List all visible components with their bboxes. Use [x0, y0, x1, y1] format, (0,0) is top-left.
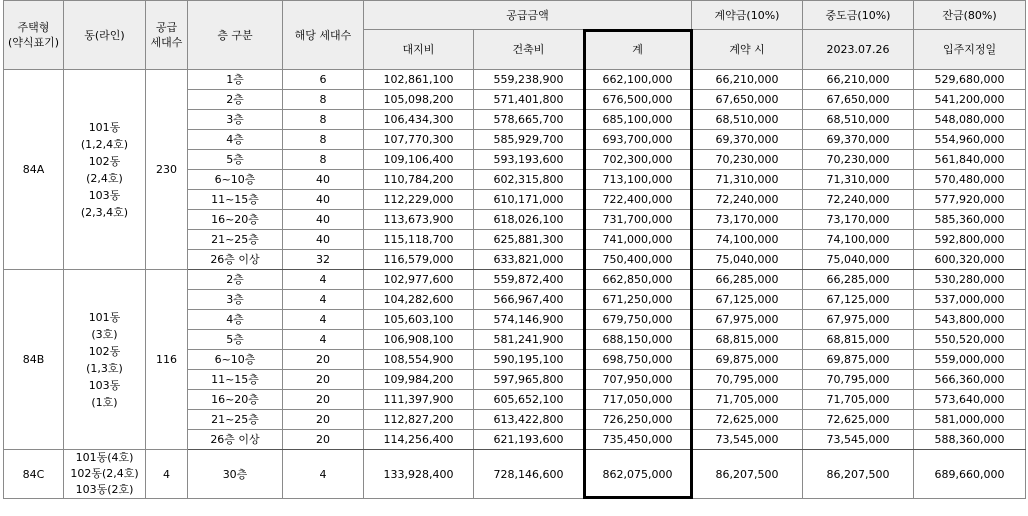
building-cost-cell: 574,146,900	[474, 310, 584, 330]
interim-cell: 71,310,000	[803, 170, 914, 190]
interim-cell: 75,040,000	[803, 250, 914, 270]
total-cell: 862,075,000	[584, 450, 692, 499]
building-lines-cell	[64, 70, 146, 270]
total-cell: 722,400,000	[584, 190, 692, 210]
header-land: 대지비	[364, 30, 474, 70]
header-housing-type-line2: (약식표기)	[7, 36, 60, 49]
header-deposit-timing: 계약 시	[692, 30, 803, 70]
supply-units-cell: 4	[146, 450, 188, 499]
header-supply-units-line2: 세대수	[150, 36, 183, 49]
header-supply-units-line1: 공급	[155, 21, 178, 34]
units-cell: 4	[283, 330, 364, 350]
building-line: (1호)	[91, 395, 118, 409]
land-cost-cell: 113,673,900	[364, 210, 474, 230]
deposit-cell: 67,125,000	[692, 290, 803, 310]
balance-cell: 577,920,000	[914, 190, 1026, 210]
units-cell: 40	[283, 190, 364, 210]
balance-cell: 566,360,000	[914, 370, 1026, 390]
units-cell: 8	[283, 90, 364, 110]
land-cost-cell: 109,106,400	[364, 150, 474, 170]
header-floor: 층 구분	[188, 1, 283, 70]
units-cell: 20	[283, 370, 364, 390]
header-supply-units	[146, 1, 188, 70]
supply-units-cell: 230	[146, 70, 188, 270]
total-cell: 726,250,000	[584, 410, 692, 430]
floor-cell: 30층	[188, 450, 283, 499]
balance-cell: 541,200,000	[914, 90, 1026, 110]
header-housing-type	[4, 1, 64, 70]
land-cost-cell: 102,977,600	[364, 270, 474, 290]
total-cell: 750,400,000	[584, 250, 692, 270]
balance-cell: 537,000,000	[914, 290, 1026, 310]
header-supply-amount: 공급금액	[364, 1, 692, 30]
floor-cell: 2층	[188, 270, 283, 290]
deposit-cell: 67,650,000	[692, 90, 803, 110]
land-cost-cell: 112,229,000	[364, 190, 474, 210]
land-cost-cell: 104,282,600	[364, 290, 474, 310]
land-cost-cell: 110,784,200	[364, 170, 474, 190]
units-cell: 8	[283, 110, 364, 130]
land-cost-cell: 105,098,200	[364, 90, 474, 110]
units-cell: 6	[283, 70, 364, 90]
balance-cell: 570,480,000	[914, 170, 1026, 190]
interim-cell: 67,975,000	[803, 310, 914, 330]
supply-price-table	[3, 0, 1026, 499]
deposit-cell: 68,815,000	[692, 330, 803, 350]
land-cost-cell: 106,434,300	[364, 110, 474, 130]
interim-cell: 74,100,000	[803, 230, 914, 250]
floor-cell: 16~20층	[188, 210, 283, 230]
table-row	[4, 450, 1026, 499]
balance-cell: 689,660,000	[914, 450, 1026, 499]
interim-cell: 71,705,000	[803, 390, 914, 410]
housing-type-cell: 84C	[4, 450, 64, 499]
units-cell: 40	[283, 230, 364, 250]
building-line: 101동	[88, 310, 121, 324]
building-line: (1,3호)	[86, 361, 123, 375]
building-cost-cell: 633,821,000	[474, 250, 584, 270]
interim-cell: 73,545,000	[803, 430, 914, 450]
floor-cell: 4층	[188, 310, 283, 330]
header-building-cost: 건축비	[474, 30, 584, 70]
floor-cell: 11~15층	[188, 370, 283, 390]
total-cell: 676,500,000	[584, 90, 692, 110]
land-cost-cell: 108,554,900	[364, 350, 474, 370]
interim-cell: 66,285,000	[803, 270, 914, 290]
land-cost-cell: 116,579,000	[364, 250, 474, 270]
floor-cell: 6~10층	[188, 170, 283, 190]
units-cell: 40	[283, 170, 364, 190]
balance-cell: 573,640,000	[914, 390, 1026, 410]
land-cost-cell: 133,928,400	[364, 450, 474, 499]
building-cost-cell: 613,422,800	[474, 410, 584, 430]
units-cell: 4	[283, 310, 364, 330]
header-units: 해당 세대수	[283, 1, 364, 70]
header-deposit: 계약금(10%)	[692, 1, 803, 30]
total-cell: 713,100,000	[584, 170, 692, 190]
balance-cell: 548,080,000	[914, 110, 1026, 130]
units-cell: 8	[283, 130, 364, 150]
total-cell: 741,000,000	[584, 230, 692, 250]
deposit-cell: 73,170,000	[692, 210, 803, 230]
building-line: (1,2,4호)	[80, 137, 129, 151]
building-cost-cell: 625,881,300	[474, 230, 584, 250]
interim-cell: 66,210,000	[803, 70, 914, 90]
building-line: 103동(2호)	[75, 483, 134, 496]
deposit-cell: 69,370,000	[692, 130, 803, 150]
interim-cell: 69,370,000	[803, 130, 914, 150]
building-cost-cell: 559,238,900	[474, 70, 584, 90]
header-interim: 중도금(10%)	[803, 1, 914, 30]
floor-cell: 26층 이상	[188, 250, 283, 270]
deposit-cell: 71,310,000	[692, 170, 803, 190]
header-balance-timing: 입주지정일	[914, 30, 1026, 70]
total-cell: 671,250,000	[584, 290, 692, 310]
land-cost-cell: 107,770,300	[364, 130, 474, 150]
interim-cell: 67,650,000	[803, 90, 914, 110]
total-cell: 693,700,000	[584, 130, 692, 150]
units-cell: 20	[283, 390, 364, 410]
balance-cell: 559,000,000	[914, 350, 1026, 370]
deposit-cell: 68,510,000	[692, 110, 803, 130]
units-cell: 40	[283, 210, 364, 230]
deposit-cell: 73,545,000	[692, 430, 803, 450]
units-cell: 20	[283, 410, 364, 430]
balance-cell: 529,680,000	[914, 70, 1026, 90]
building-cost-cell: 618,026,100	[474, 210, 584, 230]
interim-cell: 68,510,000	[803, 110, 914, 130]
building-cost-cell: 621,193,600	[474, 430, 584, 450]
building-cost-cell: 602,315,800	[474, 170, 584, 190]
building-cost-cell: 566,967,400	[474, 290, 584, 310]
floor-cell: 16~20층	[188, 390, 283, 410]
balance-cell: 543,800,000	[914, 310, 1026, 330]
floor-cell: 6~10층	[188, 350, 283, 370]
building-cost-cell: 581,241,900	[474, 330, 584, 350]
table-row	[4, 70, 1026, 90]
building-cost-cell: 605,652,100	[474, 390, 584, 410]
deposit-cell: 86,207,500	[692, 450, 803, 499]
total-cell: 731,700,000	[584, 210, 692, 230]
total-cell: 707,950,000	[584, 370, 692, 390]
units-cell: 20	[283, 350, 364, 370]
units-cell: 4	[283, 270, 364, 290]
balance-cell: 554,960,000	[914, 130, 1026, 150]
floor-cell: 26층 이상	[188, 430, 283, 450]
balance-cell: 530,280,000	[914, 270, 1026, 290]
floor-cell: 4층	[188, 130, 283, 150]
table-header	[4, 1, 1026, 70]
total-cell: 688,150,000	[584, 330, 692, 350]
building-cost-cell: 559,872,400	[474, 270, 584, 290]
building-line: 102동	[88, 154, 121, 168]
total-cell: 662,850,000	[584, 270, 692, 290]
balance-cell: 588,360,000	[914, 430, 1026, 450]
building-line: 103동	[88, 378, 121, 392]
interim-cell: 73,170,000	[803, 210, 914, 230]
floor-cell: 11~15층	[188, 190, 283, 210]
building-cost-cell: 571,401,800	[474, 90, 584, 110]
units-cell: 4	[283, 290, 364, 310]
building-cost-cell: 578,665,700	[474, 110, 584, 130]
land-cost-cell: 105,603,100	[364, 310, 474, 330]
floor-cell: 21~25층	[188, 230, 283, 250]
deposit-cell: 67,975,000	[692, 310, 803, 330]
balance-cell: 550,520,000	[914, 330, 1026, 350]
land-cost-cell: 115,118,700	[364, 230, 474, 250]
total-cell: 735,450,000	[584, 430, 692, 450]
interim-cell: 72,625,000	[803, 410, 914, 430]
header-housing-type-line1: 주택형	[17, 21, 50, 34]
deposit-cell: 66,285,000	[692, 270, 803, 290]
building-line: 101동	[88, 120, 121, 134]
floor-cell: 3층	[188, 110, 283, 130]
units-cell: 32	[283, 250, 364, 270]
units-cell: 8	[283, 150, 364, 170]
building-cost-cell: 610,171,000	[474, 190, 584, 210]
land-cost-cell: 114,256,400	[364, 430, 474, 450]
deposit-cell: 75,040,000	[692, 250, 803, 270]
interim-cell: 68,815,000	[803, 330, 914, 350]
land-cost-cell: 102,861,100	[364, 70, 474, 90]
header-building: 동(라인)	[64, 1, 146, 70]
building-cost-cell: 728,146,600	[474, 450, 584, 499]
deposit-cell: 72,240,000	[692, 190, 803, 210]
interim-cell: 69,875,000	[803, 350, 914, 370]
land-cost-cell: 106,908,100	[364, 330, 474, 350]
building-line: 102동	[88, 344, 121, 358]
header-interim-date: 2023.07.26	[803, 30, 914, 70]
total-cell: 679,750,000	[584, 310, 692, 330]
units-cell: 20	[283, 430, 364, 450]
building-cost-cell: 585,929,700	[474, 130, 584, 150]
interim-cell: 70,230,000	[803, 150, 914, 170]
deposit-cell: 72,625,000	[692, 410, 803, 430]
floor-cell: 3층	[188, 290, 283, 310]
balance-cell: 581,000,000	[914, 410, 1026, 430]
building-line: (2,3,4호)	[80, 205, 129, 219]
total-cell: 717,050,000	[584, 390, 692, 410]
balance-cell: 561,840,000	[914, 150, 1026, 170]
floor-cell: 5층	[188, 150, 283, 170]
floor-cell: 21~25층	[188, 410, 283, 430]
units-cell: 4	[283, 450, 364, 499]
header-total: 계	[584, 30, 692, 70]
header-balance: 잔금(80%)	[914, 1, 1026, 30]
interim-cell: 67,125,000	[803, 290, 914, 310]
deposit-cell: 69,875,000	[692, 350, 803, 370]
housing-type-cell: 84A	[4, 70, 64, 270]
deposit-cell: 74,100,000	[692, 230, 803, 250]
building-cost-cell: 593,193,600	[474, 150, 584, 170]
building-line: 102동(2,4호)	[70, 467, 139, 480]
floor-cell: 5층	[188, 330, 283, 350]
building-cost-cell: 597,965,800	[474, 370, 584, 390]
building-cost-cell: 590,195,100	[474, 350, 584, 370]
total-cell: 702,300,000	[584, 150, 692, 170]
table-body	[4, 70, 1026, 499]
table-row	[4, 270, 1026, 290]
floor-cell: 2층	[188, 90, 283, 110]
floor-cell: 1층	[188, 70, 283, 90]
deposit-cell: 66,210,000	[692, 70, 803, 90]
deposit-cell: 71,705,000	[692, 390, 803, 410]
interim-cell: 72,240,000	[803, 190, 914, 210]
total-cell: 685,100,000	[584, 110, 692, 130]
deposit-cell: 70,230,000	[692, 150, 803, 170]
land-cost-cell: 109,984,200	[364, 370, 474, 390]
land-cost-cell: 112,827,200	[364, 410, 474, 430]
building-line: (3호)	[91, 327, 118, 341]
balance-cell: 600,320,000	[914, 250, 1026, 270]
building-line: 103동	[88, 188, 121, 202]
supply-units-cell: 116	[146, 270, 188, 450]
housing-type-cell: 84B	[4, 270, 64, 450]
building-lines-cell	[64, 270, 146, 450]
total-cell: 662,100,000	[584, 70, 692, 90]
land-cost-cell: 111,397,900	[364, 390, 474, 410]
building-line: (2,4호)	[86, 171, 123, 185]
total-cell: 698,750,000	[584, 350, 692, 370]
interim-cell: 86,207,500	[803, 450, 914, 499]
interim-cell: 70,795,000	[803, 370, 914, 390]
deposit-cell: 70,795,000	[692, 370, 803, 390]
balance-cell: 592,800,000	[914, 230, 1026, 250]
building-line: 101동(4호)	[75, 451, 134, 464]
building-lines-cell	[64, 450, 146, 499]
balance-cell: 585,360,000	[914, 210, 1026, 230]
